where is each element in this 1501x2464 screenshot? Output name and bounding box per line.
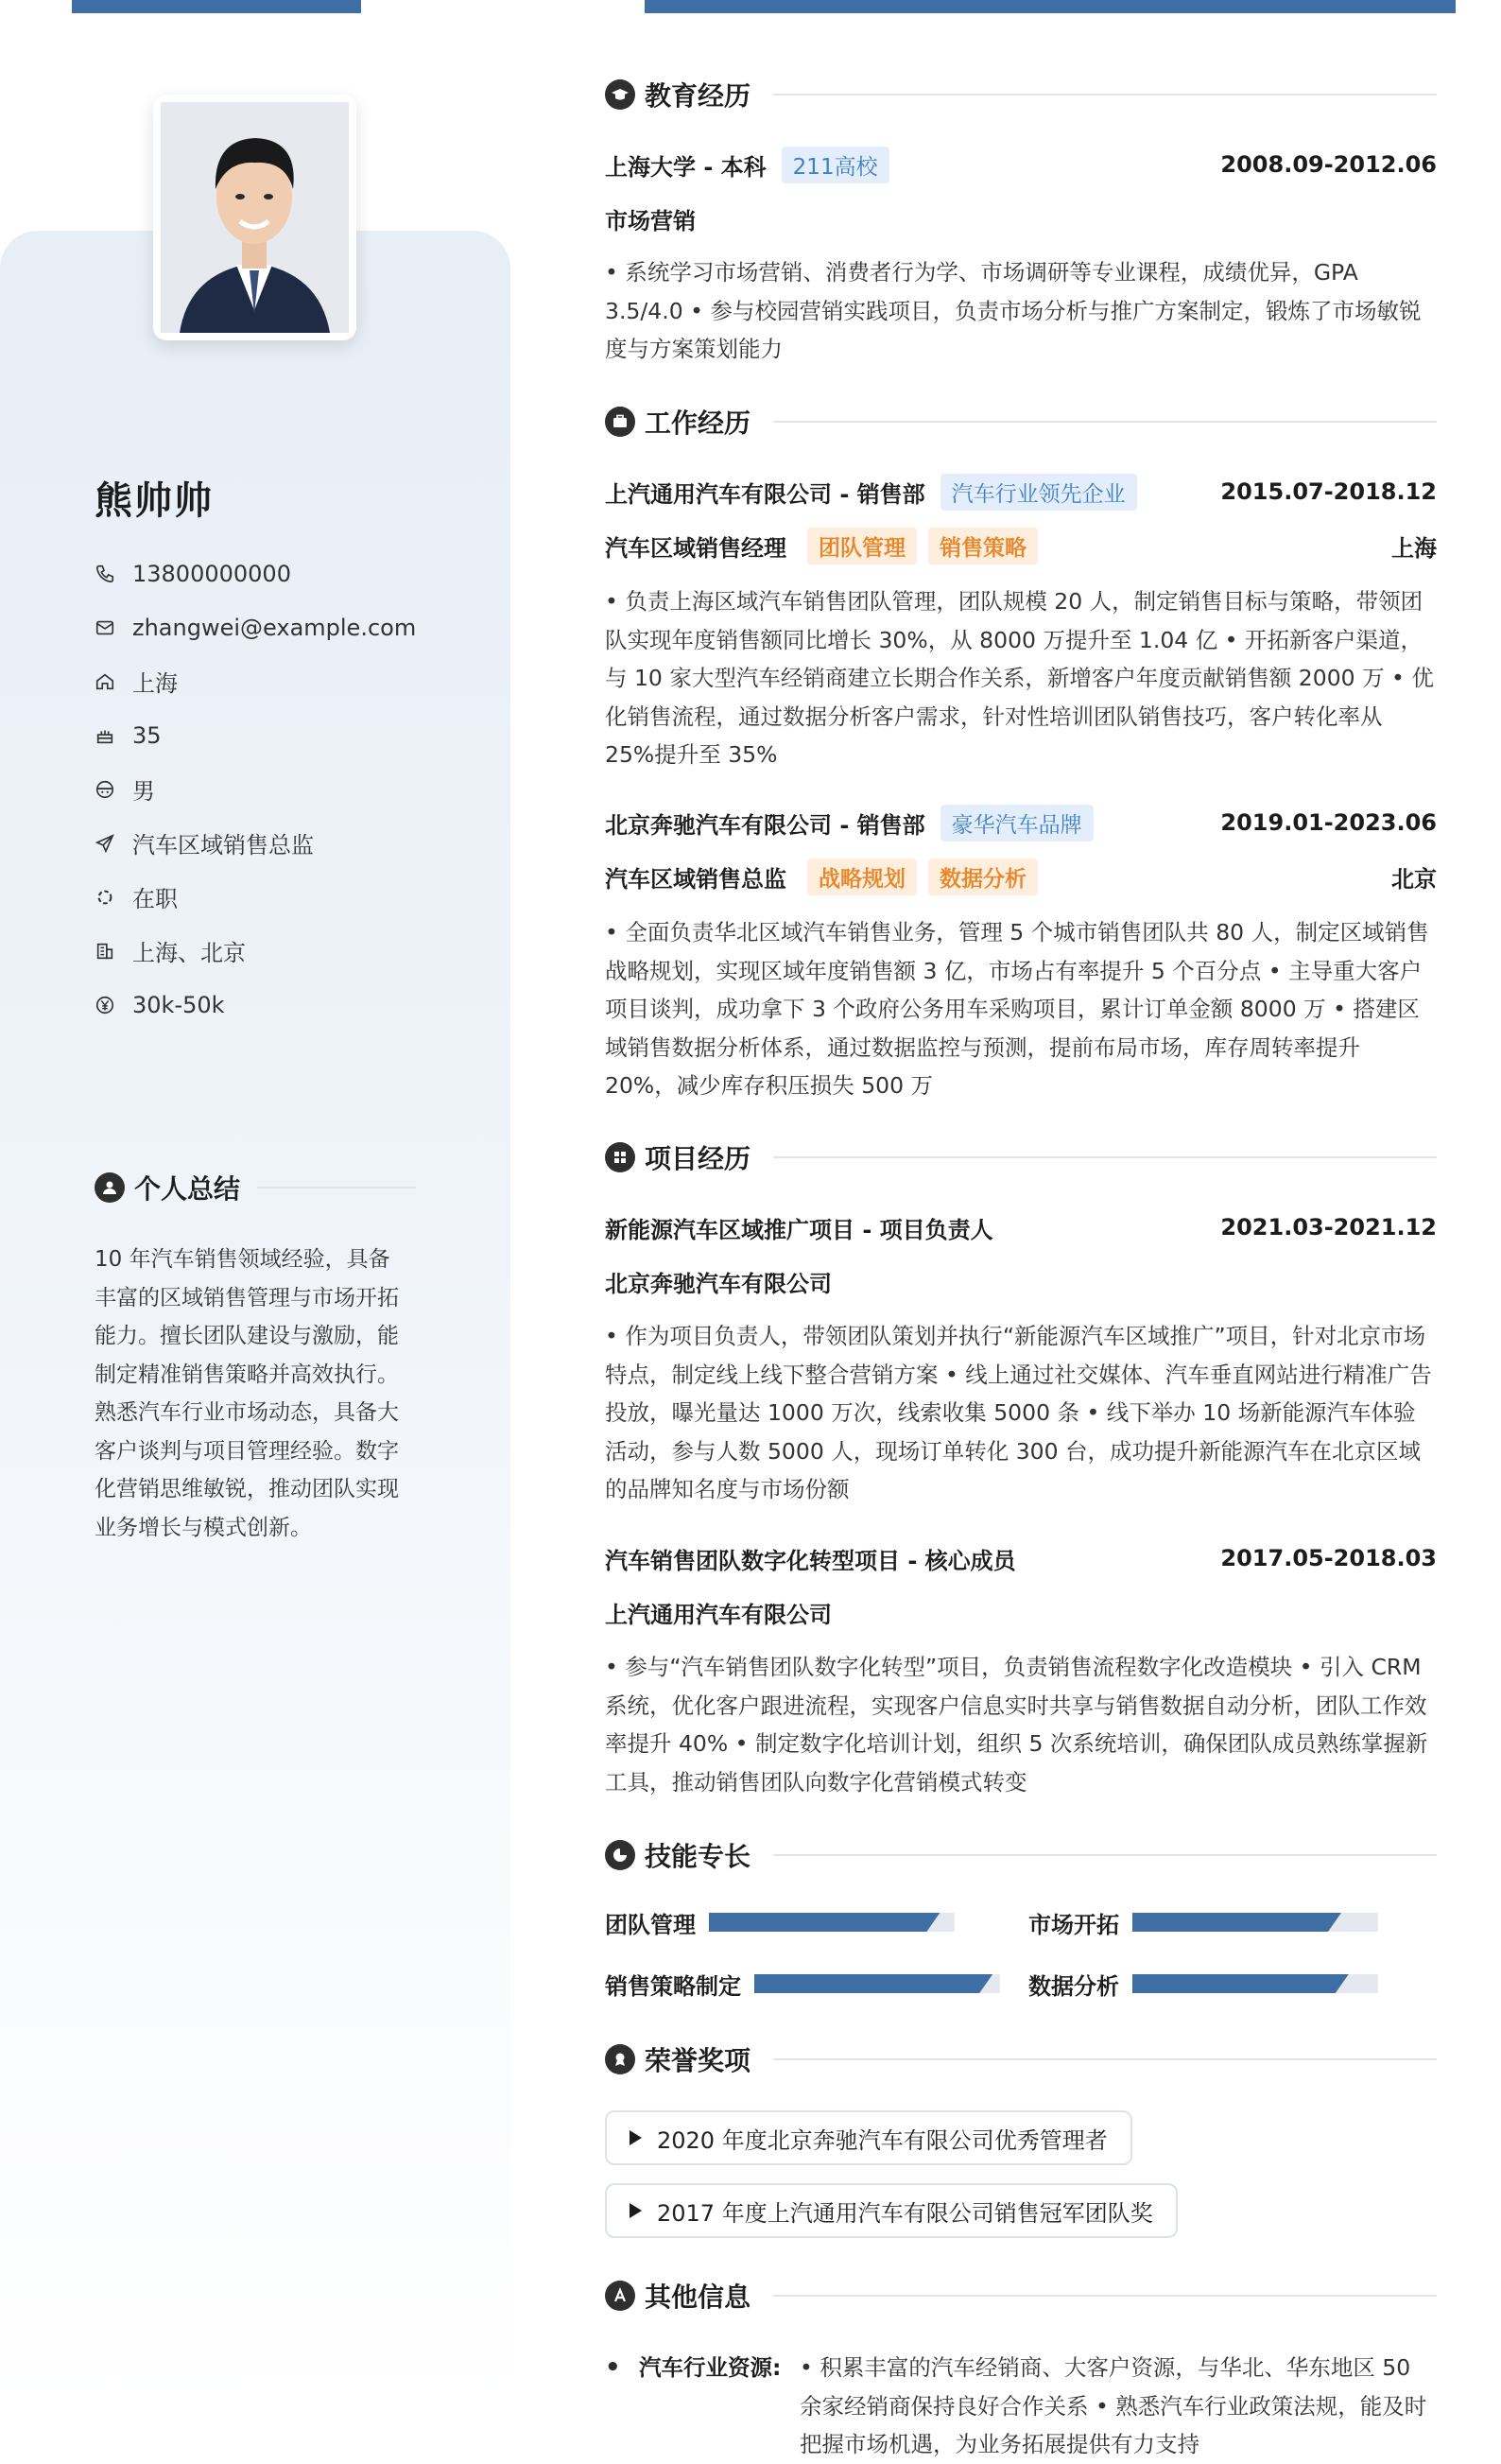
- work-city: 北京: [1391, 865, 1437, 893]
- education-heading: [605, 74, 1437, 115]
- other-label: 汽车行业资源:: [639, 2354, 782, 2381]
- summary-heading: [95, 1169, 416, 1206]
- briefcase-icon: [605, 407, 635, 437]
- skill-item: [605, 1908, 955, 1936]
- projects-title: 项目经历: [645, 1143, 751, 1174]
- other-heading: [605, 2275, 1437, 2317]
- school-name: 上海大学 - 本科: [605, 153, 767, 181]
- role-row: [605, 527, 1437, 564]
- work-date: 2015.07-2018.12: [1220, 478, 1437, 505]
- building-icon: [95, 941, 115, 962]
- info-email: [95, 600, 416, 654]
- skill-name: 销售策略制定: [605, 1972, 741, 2000]
- project-name: 新能源汽车区域推广项目 - 项目负责人: [605, 1216, 993, 1243]
- divider: [773, 1854, 1437, 1856]
- yen-icon: [95, 995, 115, 1015]
- summary-title: 个人总结: [134, 1173, 241, 1205]
- project-date: 2021.03-2021.12: [1220, 1214, 1437, 1241]
- company-name: 上汽通用汽车有限公司 - 销售部: [605, 480, 925, 508]
- skill-bar-fill: [754, 1974, 992, 1993]
- work-title: 工作经历: [645, 408, 751, 439]
- divider: [773, 2295, 1437, 2297]
- project-company-row: [605, 1262, 1437, 1300]
- pie-chart-icon: [605, 1840, 635, 1870]
- education-row: [605, 146, 1437, 183]
- company-name: 北京奔驰汽车有限公司 - 销售部: [605, 811, 925, 839]
- project-company: 上汽通用汽车有限公司: [605, 1601, 832, 1628]
- project-company-row: [605, 1593, 1437, 1631]
- summary-text: 10 年汽车销售领域经验，具备丰富的区域销售管理与市场开拓能力。擅长团队建设与激励，能制定精准销售策略并高效执行。熟悉汽车行业市场动态，具备大客户谈判与项目管理经验。数字化营销思维敏锐，推动团队实现业务增长与模式创新。: [95, 1247, 399, 1540]
- other-text: • 积累丰富的汽车经销商、大客户资源，与华北、华东地区 50 余家经销商保持良好合作关系 • 熟悉汽车行业政策法规，能及时把握市场机遇，为业务拓展提供有力支持: [800, 2354, 1427, 2457]
- letter-a-icon: [605, 2281, 635, 2311]
- work-desc: • 全面负责华北区域汽车销售业务，管理 5 个城市销售团队共 80 人，制定区域销售战略规划，实现区域年度销售额 3 亿，市场占有率提升 5 个百分点 • 主导重大客户项目谈判，成功拿下 3 个政府公务用车采购项目，累计订单金额 8000 万 • 搭建区域销售数据分析体系，通过数据监控与预测，提前布局市场，库存周转率提升 20%，减少库存积压损失 500 万: [605, 919, 1429, 1099]
- home-icon: [95, 671, 115, 692]
- award-text: 2020 年度北京奔驰汽车有限公司优秀管理者: [657, 2126, 1108, 2154]
- skill-name: 数据分析: [1028, 1972, 1119, 2000]
- award-item: [605, 2183, 1178, 2238]
- info-text: 汽车区域销售总监: [132, 832, 314, 859]
- send-icon: [95, 833, 115, 854]
- info-location: [95, 654, 416, 708]
- divider: [773, 2058, 1437, 2060]
- role-name: 汽车区域销售总监: [605, 865, 786, 893]
- divider: [773, 1156, 1437, 1158]
- skills-title: 技能专长: [645, 1841, 751, 1872]
- major-row: [605, 200, 1437, 237]
- project-row: [605, 1208, 1437, 1246]
- school-tag: 211高校: [782, 147, 889, 183]
- major: 市场营销: [605, 207, 696, 234]
- info-text: 35: [132, 721, 162, 749]
- skill-bar: [1132, 1913, 1378, 1932]
- user-icon: [95, 1172, 125, 1203]
- role-name: 汽车区域销售经理: [605, 534, 786, 562]
- skill-tag: 销售策略: [928, 528, 1038, 564]
- work-row: [605, 804, 1437, 842]
- info-position: [95, 816, 416, 870]
- work-desc: • 负责上海区域汽车销售团队管理，团队规模 20 人，制定销售目标与策略，带领团队实现年度销售额同比增长 30%，从 8000 万提升至 1.04 亿 • 开拓新客户渠道，与 10 家大型汽车经销商建立长期合作关系，新增客户年度贡献销售额 2000 万 • 优化销售流程，通过数据分析客户需求，针对性培训团队销售技巧，客户转化率从 25%提升至 35%: [605, 588, 1434, 768]
- info-text: 上海、北京: [132, 940, 246, 966]
- skills-heading: [605, 1834, 1437, 1876]
- project-name: 汽车销售团队数字化转型项目 - 核心成员: [605, 1547, 1016, 1574]
- portrait-illustration: [161, 102, 349, 333]
- contact-info-list: [95, 547, 416, 1032]
- company-tag: 豪华汽车品牌: [940, 805, 1094, 842]
- education-date: 2008.09-2012.06: [1220, 151, 1437, 178]
- work-row: [605, 473, 1437, 511]
- avatar: [153, 95, 356, 340]
- work-date: 2019.01-2023.06: [1220, 809, 1437, 836]
- phone-icon: [95, 564, 115, 584]
- project-company: 北京奔驰汽车有限公司: [605, 1270, 832, 1297]
- skill-tag: 数据分析: [928, 859, 1038, 895]
- skill-bar: [754, 1974, 1000, 1993]
- grid-icon: [605, 1142, 635, 1172]
- education-title: 教育经历: [645, 80, 751, 112]
- role-row: [605, 858, 1437, 895]
- projects-heading: [605, 1137, 1437, 1178]
- divider: [257, 1187, 416, 1189]
- project-row: [605, 1539, 1437, 1577]
- bullet-icon: •: [605, 2353, 621, 2382]
- skill-tag: 团队管理: [807, 528, 917, 564]
- candidate-name: 熊帅帅: [95, 479, 214, 523]
- award-item: [605, 2110, 1132, 2165]
- skill-bar: [1132, 1974, 1378, 1993]
- info-text: zhangwei@example.com: [132, 614, 417, 641]
- info-cities: [95, 924, 416, 978]
- graduation-cap-icon: [605, 79, 635, 110]
- other-item: [605, 2349, 1437, 2464]
- skill-name: 团队管理: [605, 1911, 696, 1938]
- info-phone: [95, 547, 416, 600]
- education-desc: • 系统学习市场营销、消费者行为学、市场调研等专业课程，成绩优异，GPA 3.5/4.0 • 参与校园营销实践项目，负责市场分析与推广方案制定，锻炼了市场敏锐度与方案策划能力: [605, 259, 1422, 362]
- info-text: 在职: [132, 886, 178, 912]
- skill-name: 市场开拓: [1028, 1911, 1119, 1938]
- project-desc: • 作为项目负责人，带领团队策划并执行“新能源汽车区域推广”项目，针对北京市场特点，制定线上线下整合营销方案 • 线上通过社交媒体、汽车垂直网站进行精准广告投放，曝光量达 1000 万次，线索收集 5000 条 • 线下举办 10 场新能源汽车体验活动，参与人数 5000 人，现场订单转化 300 台，成功提升新能源汽车在北京区域的品牌知名度与市场份额: [605, 1323, 1432, 1502]
- skill-tag: 战略规划: [807, 859, 917, 895]
- play-icon: [630, 2203, 642, 2218]
- skill-item: [1028, 1969, 1378, 1998]
- top-accent-bar-right: [645, 0, 1456, 13]
- play-icon: [630, 2130, 642, 2145]
- project-desc: • 参与“汽车销售团队数字化转型”项目，负责销售流程数字化改造模块 • 引入 CRM 系统，优化客户跟进流程，实现客户信息实时共享与销售数据自动分析，团队工作效率提升 40% • 制定数字化培训计划，组织 5 次系统培训，确保团队成员熟练掌握新工具，推动销售团队向数字化营销模式转变: [605, 1654, 1428, 1796]
- age-icon: [95, 725, 115, 746]
- info-text: 13800000000: [132, 560, 291, 587]
- award-text: 2017 年度上汽通用汽车有限公司销售冠军团队奖: [657, 2199, 1153, 2227]
- skill-bar-fill: [1132, 1974, 1349, 1993]
- award-icon: [605, 2044, 635, 2074]
- info-salary: [95, 978, 416, 1032]
- project-date: 2017.05-2018.03: [1220, 1545, 1437, 1571]
- status-icon: [95, 887, 115, 908]
- info-age: [95, 708, 416, 762]
- divider: [773, 94, 1437, 95]
- skill-bar: [709, 1913, 955, 1932]
- skill-bar-fill: [709, 1913, 940, 1932]
- other-title: 其他信息: [645, 2282, 751, 2313]
- info-text: 上海: [132, 670, 178, 697]
- info-text: 30k-50k: [132, 991, 225, 1018]
- awards-heading: [605, 2039, 1437, 2080]
- divider: [773, 421, 1437, 423]
- company-tag: 汽车行业领先企业: [940, 474, 1137, 511]
- work-city: 上海: [1391, 534, 1437, 562]
- skill-item: [605, 1969, 1000, 1998]
- info-status: [95, 870, 416, 924]
- info-text: 男: [132, 778, 155, 805]
- gender-icon: [95, 779, 115, 800]
- mail-icon: [95, 617, 115, 638]
- awards-title: 荣誉奖项: [645, 2045, 751, 2076]
- info-gender: [95, 762, 416, 816]
- skill-item: [1028, 1908, 1378, 1936]
- top-accent-bar-left: [72, 0, 361, 13]
- work-heading: [605, 401, 1437, 442]
- skill-bar-fill: [1132, 1913, 1341, 1932]
